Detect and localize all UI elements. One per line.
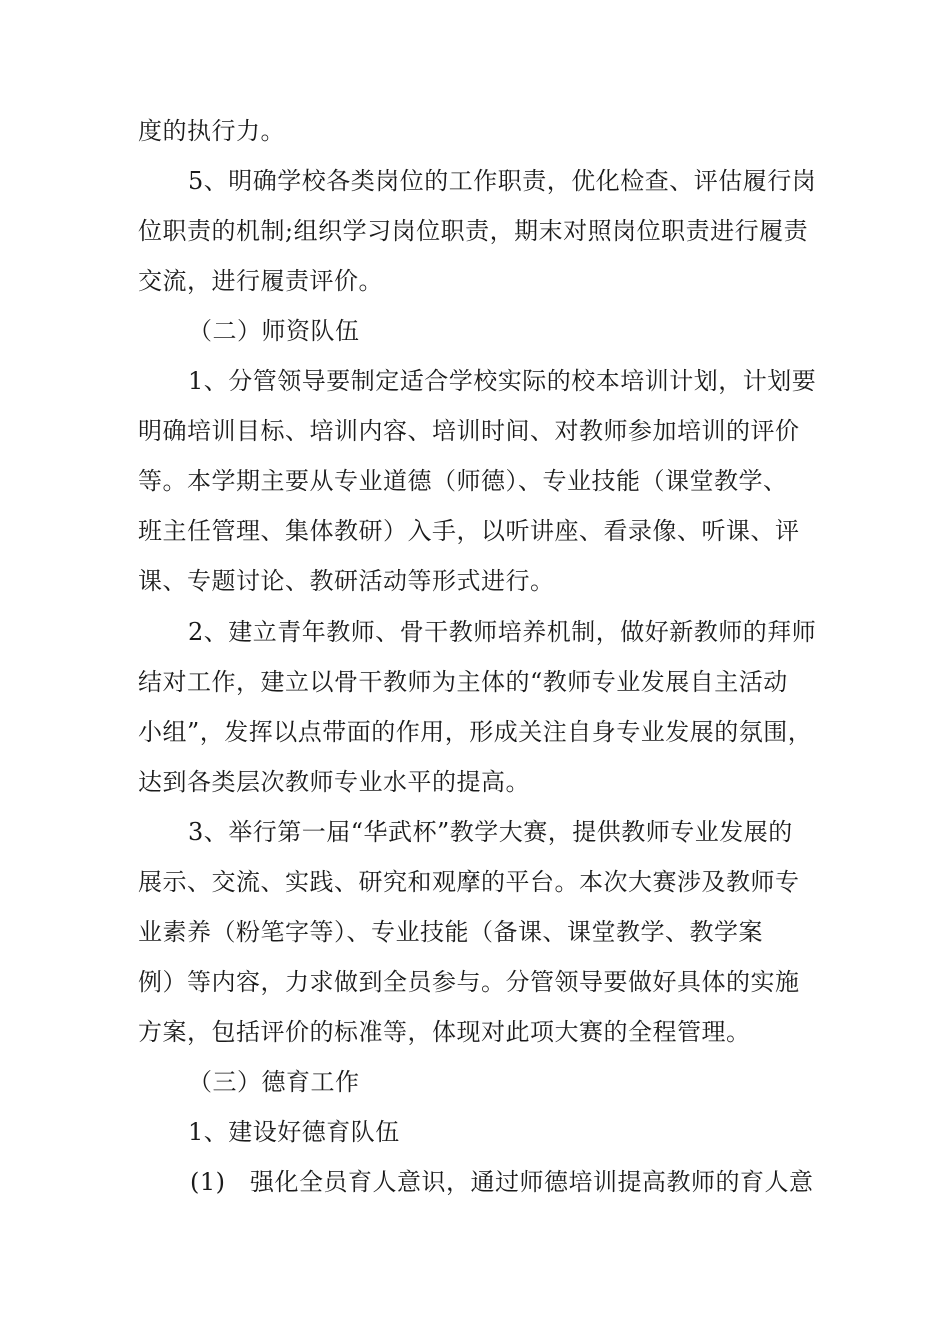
text-line: 业素养（粉笔字等）、专业技能（备课、课堂教学、教学案 [138,918,763,946]
text-line: 方案，包括评价的标准等，体现对此项大赛的全程管理。 [138,1018,751,1046]
text-line: 班主任管理、集体教研）入手，以听讲座、看录像、听课、评 [138,517,800,545]
text-line: 结对工作，建立以骨干教师为主体的“教师专业发展自主活动 [138,668,788,696]
section-heading: （二）师资队伍 [188,317,360,345]
text-line: 交流，进行履责评价。 [138,267,383,295]
section-heading: （三）德育工作 [188,1068,360,1096]
text-line: 1、建设好德育队伍 [188,1118,400,1146]
text-line: 课、专题讨论、教研活动等形式进行。 [138,567,555,595]
text-line: 达到各类层次教师专业水平的提高。 [138,768,530,796]
text-line: 2、建立青年教师、骨干教师培养机制，做好新教师的拜师 [188,618,817,646]
text-line: 小组”，发挥以点带面的作用，形成关注自身专业发展的氛围， [138,718,813,746]
text-line: (1) 强化全员育人意识，通过师德培训提高教师的育人意 [190,1168,814,1196]
text-line: 1、分管领导要制定适合学校实际的校本培训计划，计划要 [188,367,817,395]
text-line: 等。本学期主要从专业道德（师德）、专业技能（课堂教学、 [138,467,788,495]
text-line: 展示、交流、实践、研究和观摩的平台。本次大赛涉及教师专 [138,868,800,896]
text-line: 位职责的机制;组织学习岗位职责，期末对照岗位职责进行履责 [138,217,809,245]
text-line: 明确培训目标、培训内容、培训时间、对教师参加培训的评价 [138,417,800,445]
text-line: 例）等内容，力求做到全员参与。分管领导要做好具体的实施 [138,968,800,996]
text-line: 5、明确学校各类岗位的工作职责，优化检查、评估履行岗 [188,167,817,195]
text-line: 度的执行力。 [138,117,285,145]
text-line: 3、举行第一届“华武杯”教学大赛，提供教师专业发展的 [188,818,793,846]
